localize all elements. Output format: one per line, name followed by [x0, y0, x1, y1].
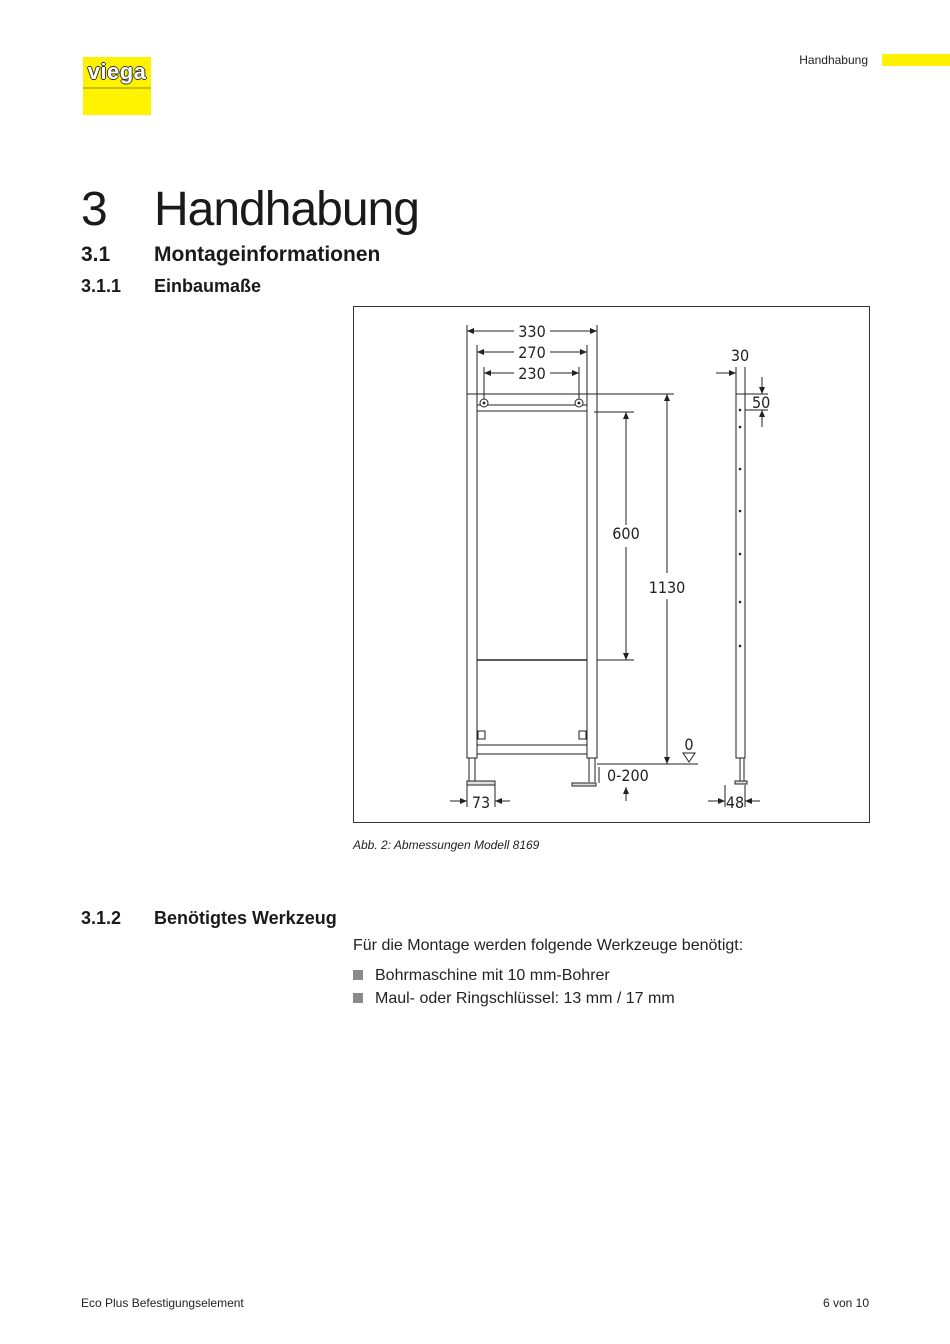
dim-1130: 1130 — [648, 578, 686, 597]
subsection-title: Einbaumaße — [154, 276, 262, 296]
list-item-text: Bohrmaschine mit 10 mm-Bohrer — [375, 967, 610, 984]
figure-caption: Abb. 2: Abmessungen Modell 8169 — [353, 838, 540, 852]
left-foot — [467, 781, 495, 785]
tools-list — [353, 966, 675, 1012]
dimension-drawing-svg — [354, 307, 871, 824]
footer-document-title: Eco Plus Befestigungselement — [81, 1296, 244, 1310]
chapter-number: 3 — [81, 183, 107, 236]
bullet-square-icon — [353, 970, 363, 980]
right-post — [587, 394, 597, 758]
bottom-crossbar — [477, 745, 587, 754]
list-item — [353, 989, 675, 1012]
dim-0-200: 0-200 — [607, 766, 649, 785]
dim-50: 50 — [752, 393, 771, 412]
viega-logo — [83, 57, 151, 115]
subsection-number: 3.1.1 — [81, 276, 122, 296]
logo-bottom-band — [83, 89, 151, 115]
list-item — [353, 966, 675, 989]
subsection-number: 3.1.2 — [81, 908, 122, 928]
tools-intro: Für die Montage werden folgende Werkzeuge benötigt: — [353, 937, 744, 954]
header-accent-bar — [882, 54, 950, 66]
dimension-drawing — [353, 306, 870, 823]
logo-text: viega — [87, 59, 147, 84]
section-title: Montageinformationen — [154, 243, 381, 266]
left-post — [467, 394, 477, 758]
dim-zero-level: 0 — [684, 735, 694, 754]
dim-73: 73 — [471, 793, 491, 812]
dim-48: 48 — [725, 793, 745, 812]
footer-page-number: 6 von 10 — [822, 1296, 869, 1310]
side-view-post — [736, 394, 745, 758]
dim-230: 230 — [518, 364, 546, 383]
section-number: 3.1 — [81, 243, 111, 266]
chapter-title: Handhabung — [154, 183, 419, 236]
right-foot — [572, 783, 596, 786]
logo-top-band — [83, 57, 151, 89]
bullet-square-icon — [353, 993, 363, 1003]
list-item-text: Maul- oder Ringschlüssel: 13 mm / 17 mm — [375, 990, 675, 1007]
dim-330: 330 — [518, 322, 546, 341]
dim-600: 600 — [612, 524, 640, 543]
subsection-title: Benötigtes Werkzeug — [154, 908, 337, 928]
dim-30: 30 — [730, 346, 750, 365]
dim-270: 270 — [518, 343, 546, 362]
header-section-label: Handhabung — [799, 53, 868, 67]
top-crossbar — [477, 394, 587, 411]
